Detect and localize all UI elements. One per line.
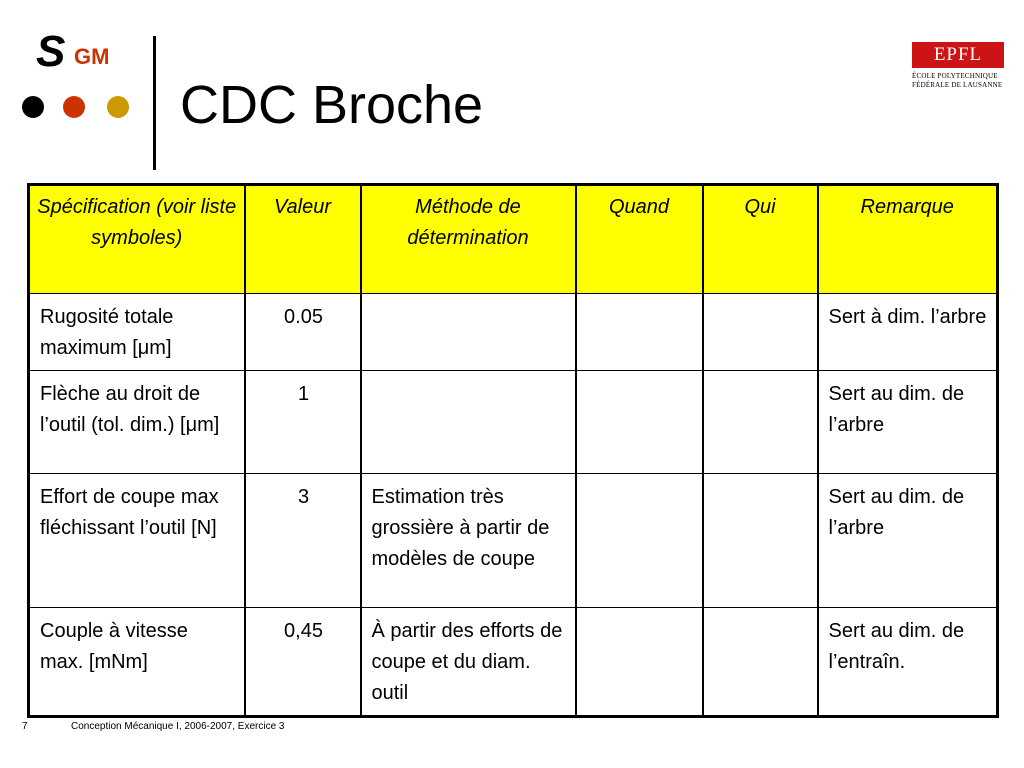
header-valeur: Valeur bbox=[245, 185, 361, 294]
cell-methode: À partir des efforts de coupe et du diam. outil bbox=[361, 608, 576, 717]
cell-specification: Couple à vitesse max. [mNm] bbox=[29, 608, 245, 717]
cell-valeur: 0.05 bbox=[245, 294, 361, 371]
cell-specification: Flèche au droit de l’outil (tol. dim.) [μm] bbox=[29, 371, 245, 474]
table-header-row bbox=[29, 185, 998, 294]
cell-methode bbox=[361, 294, 576, 371]
cell-qui bbox=[703, 294, 818, 371]
logo-gm-letters: GM bbox=[74, 44, 110, 69]
cell-remarque: Sert au dim. de l’entraîn. bbox=[818, 608, 998, 717]
table-row bbox=[29, 371, 998, 474]
title-divider bbox=[153, 36, 156, 170]
slide-title: CDC Broche bbox=[180, 75, 484, 135]
cell-quand bbox=[576, 474, 703, 608]
header-methode: Méthode de détermination bbox=[361, 185, 576, 294]
table-row bbox=[29, 474, 998, 608]
footer-text: Conception Mécanique I, 2006-2007, Exercice 3 bbox=[71, 721, 285, 732]
table-row bbox=[29, 608, 998, 717]
cell-remarque: Sert à dim. l’arbre bbox=[818, 294, 998, 371]
page-number: 7 bbox=[22, 721, 28, 732]
logo-dot-gold bbox=[107, 96, 129, 118]
cell-qui bbox=[703, 608, 818, 717]
cell-remarque: Sert au dim. de l’arbre bbox=[818, 474, 998, 608]
cell-valeur: 1 bbox=[245, 371, 361, 474]
cell-valeur: 0,45 bbox=[245, 608, 361, 717]
epfl-line-2: FÉDÉRALE DE LAUSANNE bbox=[912, 81, 1003, 89]
logo-dot-black bbox=[22, 96, 44, 118]
cell-qui bbox=[703, 371, 818, 474]
header-remarque: Remarque bbox=[818, 185, 998, 294]
epfl-logo bbox=[912, 42, 1004, 92]
cell-methode: Estimation très grossière à partir de modèles de coupe bbox=[361, 474, 576, 608]
epfl-line-1: ÉCOLE POLYTECHNIQUE bbox=[912, 72, 998, 80]
cell-remarque: Sert au dim. de l’arbre bbox=[818, 371, 998, 474]
header-quand: Quand bbox=[576, 185, 703, 294]
cell-specification: Effort de coupe max fléchissant l’outil [N] bbox=[29, 474, 245, 608]
cell-quand bbox=[576, 294, 703, 371]
cell-methode bbox=[361, 371, 576, 474]
header-qui: Qui bbox=[703, 185, 818, 294]
table-row bbox=[29, 294, 998, 371]
logo-dot-red bbox=[63, 96, 85, 118]
cell-quand bbox=[576, 371, 703, 474]
epfl-mark: EPFL bbox=[912, 42, 1004, 68]
cell-valeur: 3 bbox=[245, 474, 361, 608]
specification-table bbox=[27, 183, 999, 718]
logo-s-letter: S bbox=[36, 27, 66, 76]
header-specification: Spécification (voir liste symboles) bbox=[29, 185, 245, 294]
cell-specification: Rugosité totale maximum [μm] bbox=[29, 294, 245, 371]
cell-quand bbox=[576, 608, 703, 717]
cell-qui bbox=[703, 474, 818, 608]
